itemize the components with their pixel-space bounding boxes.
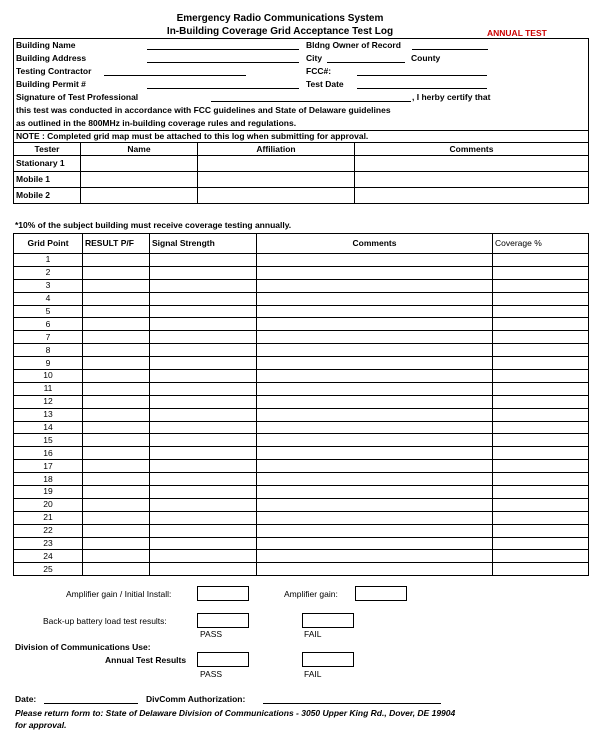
result-cell[interactable]: [83, 460, 150, 473]
table-row: [14, 524, 589, 537]
city-field[interactable]: [327, 53, 405, 63]
table-row: [14, 434, 589, 447]
signal-strength-cell[interactable]: [150, 434, 257, 447]
battery-pass-box[interactable]: [197, 613, 249, 628]
annual-test-label: ANNUAL TEST: [487, 28, 547, 38]
signal-strength-cell[interactable]: [150, 408, 257, 421]
grid-table: [13, 233, 589, 576]
result-cell[interactable]: [83, 254, 150, 267]
coverage-cell[interactable]: [493, 486, 589, 499]
signal-strength-cell[interactable]: [150, 460, 257, 473]
signal-strength-cell[interactable]: [150, 473, 257, 486]
grid-point-cell: 3: [14, 279, 83, 292]
comments-cell[interactable]: [257, 318, 493, 331]
signature-field[interactable]: [211, 92, 411, 102]
result-cell[interactable]: [83, 357, 150, 370]
return-instructions-line2: for approval.: [15, 720, 67, 730]
coverage-cell[interactable]: [493, 370, 589, 383]
tester-cell: Mobile 2: [14, 188, 81, 204]
name-cell[interactable]: [81, 156, 198, 172]
signal-strength-cell[interactable]: [150, 498, 257, 511]
table-row: [14, 395, 589, 408]
result-cell[interactable]: [83, 408, 150, 421]
comments-cell[interactable]: [257, 434, 493, 447]
grid-point-cell: 24: [14, 550, 83, 563]
table-row: [14, 447, 589, 460]
annual-fail-box[interactable]: [302, 652, 354, 667]
division-use-label: Division of Communications Use:: [15, 642, 151, 652]
grid-point-cell: 2: [14, 266, 83, 279]
coverage-cell[interactable]: [493, 421, 589, 434]
building-address-label: Building Address: [16, 53, 87, 63]
certify-text: , I herby certify that: [412, 92, 491, 102]
date-label: Date:: [15, 694, 37, 704]
comments-cell[interactable]: [257, 279, 493, 292]
comments-cell[interactable]: [257, 292, 493, 305]
coverage-cell[interactable]: [493, 447, 589, 460]
coverage-cell[interactable]: [493, 434, 589, 447]
grid-point-cell: 13: [14, 408, 83, 421]
building-address-field[interactable]: [147, 53, 299, 63]
building-name-label: Building Name: [16, 40, 76, 50]
signal-strength-cell[interactable]: [150, 563, 257, 576]
tester-header: Tester: [14, 143, 81, 156]
comments-cell[interactable]: [257, 382, 493, 395]
building-permit-label: Building Permit #: [16, 79, 86, 89]
result-cell[interactable]: [83, 395, 150, 408]
battery-label: Back-up battery load test results:: [43, 616, 167, 626]
result-cell[interactable]: [83, 344, 150, 357]
result-cell[interactable]: [83, 473, 150, 486]
annual-results-label: Annual Test Results: [105, 655, 187, 665]
tester-cell: Mobile 1: [14, 172, 81, 188]
grid-point-cell: 18: [14, 473, 83, 486]
table-row: [14, 408, 589, 421]
signal-strength-cell[interactable]: [150, 421, 257, 434]
annual-pass-label: PASS: [200, 669, 223, 679]
test-date-label: Test Date: [306, 79, 344, 89]
grid-point-cell: 25: [14, 563, 83, 576]
result-cell[interactable]: [83, 563, 150, 576]
table-row: [14, 550, 589, 563]
certification-line2: this test was conducted in accordance with FCC guidelines and State of Delaware guidelines: [16, 105, 391, 115]
coverage-cell[interactable]: [493, 382, 589, 395]
comments-header: Comments: [257, 234, 493, 254]
table-row: [14, 421, 589, 434]
table-row: [14, 305, 589, 318]
comments-cell[interactable]: [257, 550, 493, 563]
result-cell[interactable]: [83, 421, 150, 434]
grid-point-cell: 5: [14, 305, 83, 318]
signal-strength-cell[interactable]: [150, 486, 257, 499]
coverage-cell[interactable]: [493, 537, 589, 550]
table-row: [14, 563, 589, 576]
grid-point-cell: 10: [14, 370, 83, 383]
signal-strength-cell[interactable]: [150, 537, 257, 550]
signal-strength-cell[interactable]: [150, 318, 257, 331]
amp-gain-box[interactable]: [355, 586, 407, 601]
name-cell[interactable]: [81, 172, 198, 188]
date-field[interactable]: [44, 694, 138, 704]
result-cell[interactable]: [83, 486, 150, 499]
result-cell[interactable]: [83, 331, 150, 344]
testing-contractor-field[interactable]: [104, 66, 246, 76]
signal-strength-cell[interactable]: [150, 292, 257, 305]
comments-header: Comments: [355, 143, 589, 156]
grid-point-cell: 8: [14, 344, 83, 357]
comments-cell[interactable]: [257, 511, 493, 524]
amp-gain-label: Amplifier gain:: [284, 589, 338, 599]
comments-cell[interactable]: [257, 344, 493, 357]
table-row: [14, 188, 589, 204]
result-cell[interactable]: [83, 370, 150, 383]
table-row: [14, 172, 589, 188]
return-instructions: Please return form to: State of Delaware Division of Communications - 3050 Upper King Rd., Dover, DE 19904: [15, 708, 456, 718]
comments-cell[interactable]: [257, 331, 493, 344]
coverage-header: Coverage %: [493, 234, 589, 254]
signal-strength-cell[interactable]: [150, 370, 257, 383]
result-cell[interactable]: [83, 279, 150, 292]
amp-initial-label: Amplifier gain / Initial Install:: [66, 589, 172, 599]
signal-strength-cell[interactable]: [150, 357, 257, 370]
comments-cell[interactable]: [257, 498, 493, 511]
comments-cell[interactable]: [257, 266, 493, 279]
result-cell[interactable]: [83, 434, 150, 447]
coverage-cell[interactable]: [493, 331, 589, 344]
signal-strength-cell[interactable]: [150, 331, 257, 344]
grid-point-cell: 12: [14, 395, 83, 408]
annual-pass-box[interactable]: [197, 652, 249, 667]
comments-cell[interactable]: [257, 408, 493, 421]
testing-contractor-label: Testing Contractor: [16, 66, 92, 76]
affiliation-cell[interactable]: [198, 156, 355, 172]
grid-point-cell: 1: [14, 254, 83, 267]
comments-cell[interactable]: [257, 421, 493, 434]
annual-fail-label: FAIL: [304, 669, 322, 679]
comments-cell[interactable]: [257, 305, 493, 318]
grid-point-cell: 17: [14, 460, 83, 473]
table-row: [14, 344, 589, 357]
coverage-cell[interactable]: [493, 550, 589, 563]
result-cell[interactable]: [83, 498, 150, 511]
table-row: [14, 370, 589, 383]
bldg-owner-field[interactable]: [412, 40, 488, 50]
coverage-cell[interactable]: [493, 344, 589, 357]
result-cell[interactable]: [83, 550, 150, 563]
coverage-cell[interactable]: [493, 524, 589, 537]
comments-cell[interactable]: [355, 172, 589, 188]
result-cell[interactable]: [83, 537, 150, 550]
amp-initial-box[interactable]: [197, 586, 249, 601]
result-cell[interactable]: [83, 318, 150, 331]
grid-point-cell: 23: [14, 537, 83, 550]
affiliation-cell[interactable]: [198, 172, 355, 188]
comments-cell[interactable]: [257, 370, 493, 383]
grid-point-cell: 15: [14, 434, 83, 447]
signal-strength-cell[interactable]: [150, 524, 257, 537]
grid-point-cell: 16: [14, 447, 83, 460]
table-row: [14, 357, 589, 370]
coverage-cell[interactable]: [493, 511, 589, 524]
coverage-cell[interactable]: [493, 460, 589, 473]
signal-strength-cell[interactable]: [150, 344, 257, 357]
coverage-cell[interactable]: [493, 279, 589, 292]
signal-strength-cell[interactable]: [150, 550, 257, 563]
table-row: [14, 318, 589, 331]
signal-strength-cell[interactable]: [150, 382, 257, 395]
coverage-cell[interactable]: [493, 408, 589, 421]
form-title-line2: In-Building Coverage Grid Acceptance Test Log: [166, 26, 394, 37]
table-row: [14, 511, 589, 524]
certification-line3: as outlined in the 800MHz in-building coverage rules and regulations.: [16, 118, 297, 128]
grid-point-header: Grid Point: [14, 234, 83, 254]
name-cell[interactable]: [81, 188, 198, 204]
note-text: NOTE : Completed grid map must be attached to this log when submitting for approval.: [16, 131, 369, 141]
building-info-block: [13, 38, 589, 143]
form-title-line1: Emergency Radio Communications System: [176, 13, 384, 24]
table-row: [14, 331, 589, 344]
signal-strength-header: Signal Strength: [150, 234, 257, 254]
result-cell[interactable]: [83, 305, 150, 318]
result-cell[interactable]: [83, 447, 150, 460]
coverage-cell[interactable]: [493, 305, 589, 318]
table-row: [14, 382, 589, 395]
tester-table: [13, 142, 589, 204]
table-row: [14, 279, 589, 292]
city-label: City: [306, 53, 323, 63]
tester-cell: Stationary 1: [14, 156, 81, 172]
grid-point-cell: 22: [14, 524, 83, 537]
coverage-note: *10% of the subject building must receive coverage testing annually.: [15, 220, 292, 230]
signal-strength-cell[interactable]: [150, 511, 257, 524]
grid-point-cell: 20: [14, 498, 83, 511]
battery-fail-label: FAIL: [304, 629, 322, 639]
building-permit-field[interactable]: [147, 79, 299, 89]
coverage-cell[interactable]: [493, 292, 589, 305]
grid-point-cell: 4: [14, 292, 83, 305]
building-name-field[interactable]: [147, 40, 299, 50]
comments-cell[interactable]: [257, 254, 493, 267]
divcomm-auth-label: DivComm Authorization:: [146, 694, 246, 704]
comments-cell[interactable]: [257, 537, 493, 550]
comments-cell[interactable]: [257, 524, 493, 537]
grid-point-cell: 9: [14, 357, 83, 370]
result-cell[interactable]: [83, 524, 150, 537]
table-row: [14, 266, 589, 279]
battery-fail-box[interactable]: [302, 613, 354, 628]
result-cell[interactable]: [83, 266, 150, 279]
result-header: RESULT P/F: [83, 234, 150, 254]
signal-strength-cell[interactable]: [150, 266, 257, 279]
table-row: [14, 460, 589, 473]
grid-point-cell: 14: [14, 421, 83, 434]
coverage-cell[interactable]: [493, 563, 589, 576]
signal-strength-cell[interactable]: [150, 305, 257, 318]
signal-strength-cell[interactable]: [150, 279, 257, 292]
comments-cell[interactable]: [257, 486, 493, 499]
table-row: [14, 254, 589, 267]
coverage-cell[interactable]: [493, 473, 589, 486]
coverage-cell[interactable]: [493, 357, 589, 370]
signal-strength-cell[interactable]: [150, 447, 257, 460]
county-label: County: [411, 53, 441, 63]
grid-point-cell: 21: [14, 511, 83, 524]
comments-cell[interactable]: [355, 188, 589, 204]
coverage-cell[interactable]: [493, 266, 589, 279]
fcc-label: FCC#:: [306, 66, 332, 76]
result-cell[interactable]: [83, 511, 150, 524]
grid-point-cell: 19: [14, 486, 83, 499]
coverage-cell[interactable]: [493, 395, 589, 408]
table-row: [14, 473, 589, 486]
fcc-field[interactable]: [357, 66, 487, 76]
table-row: [14, 156, 589, 172]
test-date-field[interactable]: [357, 79, 487, 89]
affiliation-cell[interactable]: [198, 188, 355, 204]
grid-point-cell: 6: [14, 318, 83, 331]
result-cell[interactable]: [83, 382, 150, 395]
comments-cell[interactable]: [257, 447, 493, 460]
comments-cell[interactable]: [257, 395, 493, 408]
comments-cell[interactable]: [355, 156, 589, 172]
result-cell[interactable]: [83, 292, 150, 305]
signal-strength-cell[interactable]: [150, 395, 257, 408]
coverage-cell[interactable]: [493, 498, 589, 511]
grid-point-cell: 7: [14, 331, 83, 344]
comments-cell[interactable]: [257, 563, 493, 576]
table-row: [14, 292, 589, 305]
affiliation-header: Affiliation: [198, 143, 355, 156]
name-header: Name: [81, 143, 198, 156]
signal-strength-cell[interactable]: [150, 254, 257, 267]
table-row: [14, 486, 589, 499]
grid-point-cell: 11: [14, 382, 83, 395]
divcomm-auth-field[interactable]: [263, 694, 441, 704]
comments-cell[interactable]: [257, 357, 493, 370]
comments-cell[interactable]: [257, 473, 493, 486]
bldg-owner-label: Bldng Owner of Record: [306, 40, 401, 50]
table-row: [14, 498, 589, 511]
coverage-cell[interactable]: [493, 254, 589, 267]
signature-label: Signature of Test Professional: [16, 92, 139, 102]
table-row: [14, 537, 589, 550]
comments-cell[interactable]: [257, 460, 493, 473]
coverage-cell[interactable]: [493, 318, 589, 331]
battery-pass-label: PASS: [200, 629, 223, 639]
